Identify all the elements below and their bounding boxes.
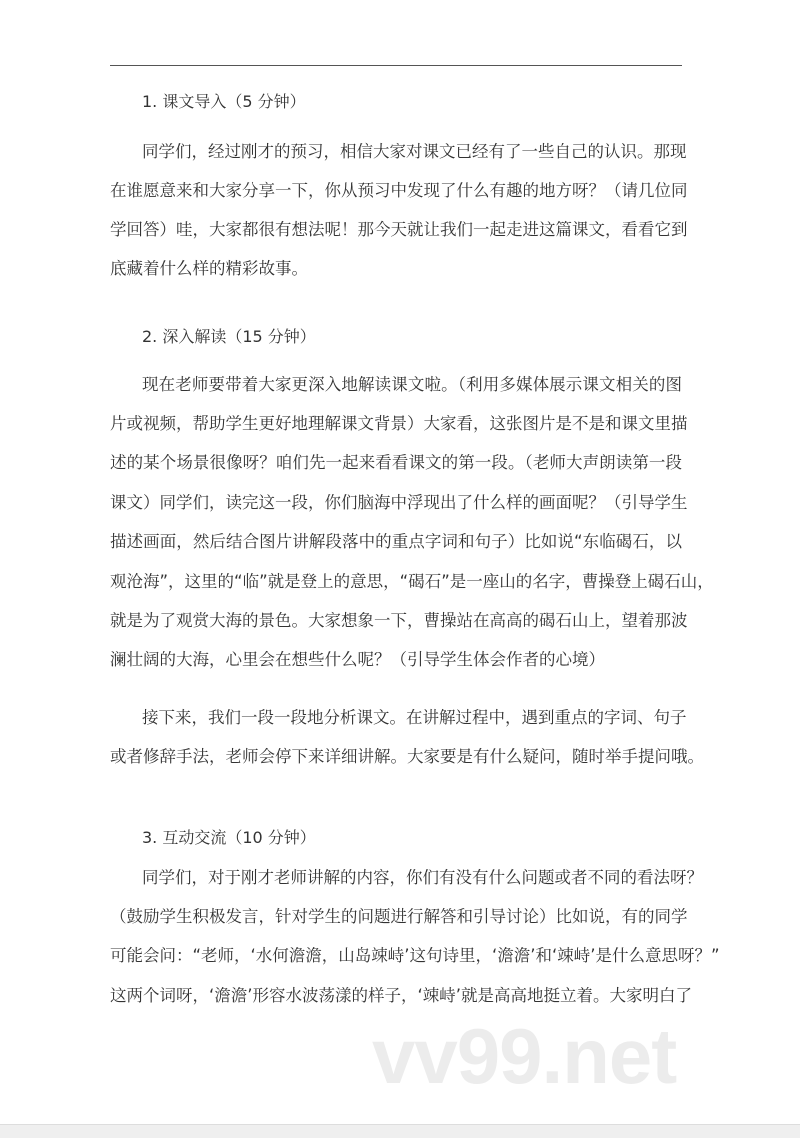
paragraph-line: 这两个词呀，‘澹澹’形容水波荡漾的样子，‘竦峙’就是高高地挺立着。大家明白了 bbox=[110, 986, 692, 1005]
paragraph-line: 课文）同学们，读完这一段，你们脑海中浮现出了什么样的画面呢？（引导学生 bbox=[110, 493, 688, 512]
paragraph-line: （鼓励学生积极发言，针对学生的问题进行解答和引导讨论）比如说，有的同学 bbox=[110, 907, 688, 926]
paragraph-line: 述的某个场景很像呀？咱们先一起来看看课文的第一段。（老师大声朗读第一段 bbox=[110, 453, 682, 472]
paragraph-line: 观沧海”，这里的“临”就是登上的意思，“碣石”是一座山的名字，曹操登上碣石山， bbox=[110, 572, 714, 591]
watermark: vv99.net bbox=[372, 1012, 677, 1100]
paragraph-line: 片或视频，帮助学生更好地理解课文背景）大家看，这张图片是不是和课文里描 bbox=[110, 414, 688, 433]
paragraph-line: 描述画面，然后结合图片讲解段落中的重点字词和句子）比如说“东临碣石，以 bbox=[110, 532, 682, 551]
paragraph-line: 或者修辞手法，老师会停下来详细讲解。大家要是有什么疑问，随时举手提问哦。 bbox=[110, 747, 704, 766]
paragraph-line: 底藏着什么样的精彩故事。 bbox=[110, 259, 308, 278]
header-rule bbox=[110, 65, 682, 66]
paragraph-line: 就是为了观赏大海的景色。大家想象一下，曹操站在高高的碣石山上，望着那波 bbox=[110, 611, 688, 630]
paragraph-line: 现在老师要带着大家更深入地解读课文啦。（利用多媒体展示课文相关的图 bbox=[142, 375, 682, 394]
paragraph-line: 学回答）哇，大家都很有想法呢！那今天就让我们一起走进这篇课文，看看它到 bbox=[110, 220, 688, 239]
paragraph-line: 同学们，对于刚才老师讲解的内容，你们有没有什么问题或者不同的看法呀？ bbox=[142, 868, 703, 887]
paragraph-line: 可能会问：“老师，‘水何澹澹，山岛竦峙’这句诗里，‘澹澹’和‘竦峙’是什么意思呀？” bbox=[110, 946, 720, 965]
paragraph-line: 接下来，我们一段一段地分析课文。在讲解过程中，遇到重点的字词、句子 bbox=[142, 708, 687, 727]
paragraph-line: 同学们，经过刚才的预习，相信大家对课文已经有了一些自己的认识。那现 bbox=[142, 142, 687, 161]
section-heading: 2. 深入解读（15 分钟） bbox=[142, 327, 316, 346]
paragraph-line: 在谁愿意来和大家分享一下，你从预习中发现了什么有趣的地方呀？（请几位同 bbox=[110, 181, 688, 200]
paragraph-line: 澜壮阔的大海，心里会在想些什么呢？（引导学生体会作者的心境） bbox=[110, 650, 605, 669]
section-heading: 1. 课文导入（5 分钟） bbox=[142, 92, 306, 111]
section-heading: 3. 互动交流（10 分钟） bbox=[142, 828, 316, 847]
page-bottom-edge bbox=[0, 1124, 800, 1138]
